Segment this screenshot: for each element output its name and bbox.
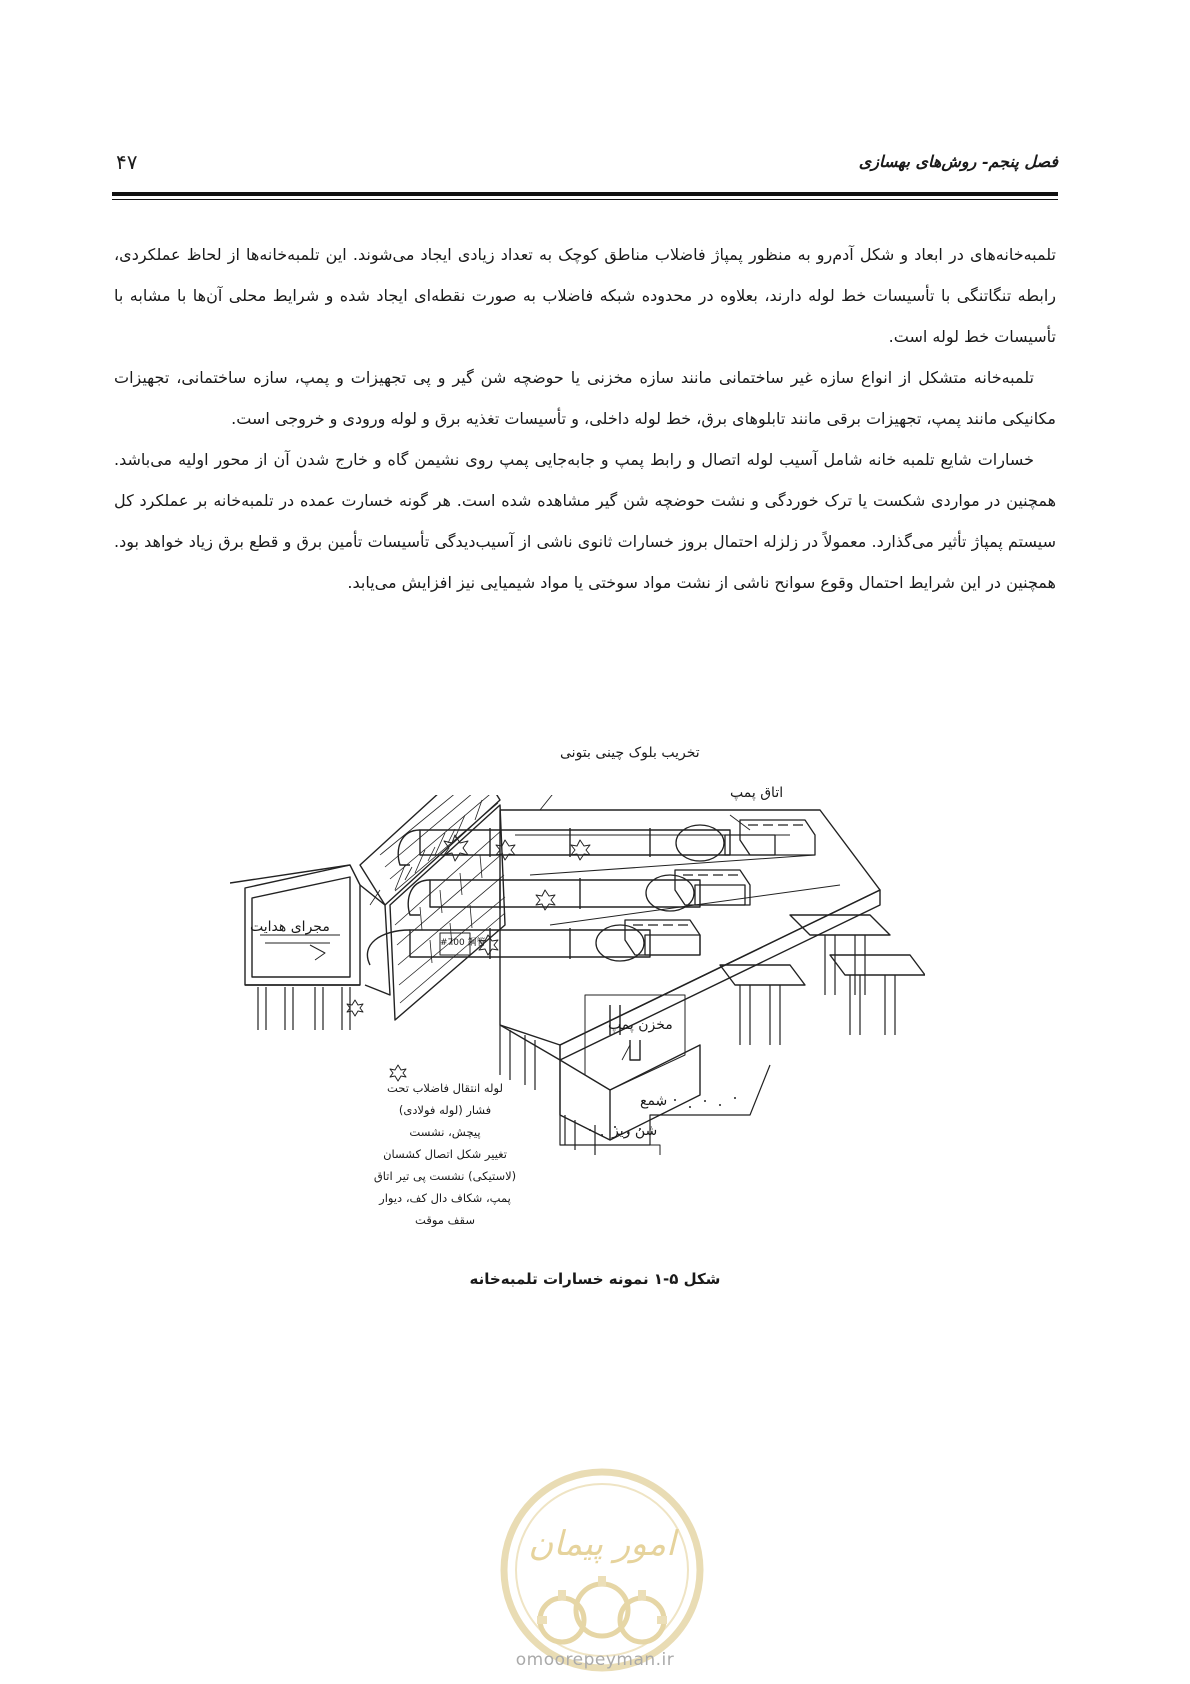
label-guide-channel: مجرای هدایت — [250, 919, 330, 935]
label-pipe-tag: #700 鋼管 — [440, 938, 486, 948]
label-pump-tank: مخزن پمپ — [608, 1017, 673, 1033]
gear-logo-icon — [492, 1460, 712, 1680]
body-text — [114, 234, 1056, 603]
watermark-logo — [492, 1460, 712, 1680]
chapter-title: فصل پنجم- روش‌های بهسازی — [858, 152, 1058, 171]
header-rule-thin — [112, 199, 1058, 200]
watermark-text: امور پیمان — [528, 1524, 676, 1564]
damage-description — [350, 1077, 540, 1231]
pump-station-figure — [230, 745, 925, 1265]
damage-line: پمپ، شکاف دال کف، دیوار — [379, 1191, 511, 1205]
paragraph: تلمبه‌خانه‌های در ابعاد و شکل آدم‌رو به منظور پمپاژ فاضلاب مناطق کوچک به تعداد زیادی ایجاد می‌شوند. این تلمبه‌خانه‌ها از لحاظ عملکردی، رابطه تنگاتنگی با تأسیسات خط لوله دارند، بعلاوه در محدوده شبکه فاضلاب به صورت نقطه‌ای ایجاد شده و شرایط محلی آن‌ها با مشابه با تأسیسات خط لوله است. — [114, 245, 1056, 346]
damage-line: تغییر شکل اتصال کشسان — [383, 1147, 507, 1161]
pump-station-drawing — [230, 795, 925, 1265]
damage-line: فشار (لوله فولادی) — [398, 1103, 492, 1117]
paragraph: تلمبه‌خانه متشکل از انواع سازه غیر ساختمانی مانند سازه مخزنی یا حوضچه شن گیر و پی تجهیزات و پمپ، سازه ساختمانی، تجهیزات مکانیکی مانند پمپ، تجهیزات برقی مانند تابلوهای برق، خط لوله داخلی، و تأسیسات تغذیه برق و لوله ورودی و خروجی است. — [114, 368, 1056, 428]
label-gravel: شن ریز — [612, 1123, 658, 1139]
page-header — [112, 138, 1058, 180]
figure-caption: شکل ۵-۱ نمونه خسارات تلمبه‌خانه — [469, 1270, 721, 1288]
damage-line: پیچش، نشست — [409, 1125, 481, 1139]
paragraph: خسارات شایع تلمبه خانه شامل آسیب لوله اتصال و رابط پمپ و جابه‌جایی پمپ روی نشیمن گاه و خارج شدن آن از محور اولیه می‌باشد. همچنین در مواردی شکست یا ترک خوردگی و نشت حوضچه شن گیر مشاهده شده است. هر گونه خسارت عمده در تلمبه‌خانه بر عملکرد کل سیستم پمپاژ تأثیر می‌گذارد. معمولاً در زلزله احتمال بروز خسارات ثانوی ناشی از آسیب‌دیدگی تأسیسات تأمین برق و قطع برق زیاد خواهد بود. همچنین در این شرایط احتمال وقوع سوانح ناشی از نشت مواد سوختی یا مواد شیمیایی نیز افزایش می‌یابد. — [114, 450, 1056, 592]
damage-line: سقف موقت — [415, 1213, 475, 1227]
label-pump-room: اتاق پمپ — [730, 785, 784, 801]
damage-line: (لاستیکی) نشست پی تیر اتاق — [373, 1169, 517, 1183]
watermark-url: omoorepeyman.ir — [515, 1650, 675, 1670]
label-block-damage: تخریب بلوک چینی بتونی — [560, 745, 700, 761]
page-number: ۴۷ — [116, 150, 138, 174]
damage-line: لوله انتقال فاضلاب تحت — [387, 1081, 503, 1095]
header-rule-thick — [112, 192, 1058, 196]
label-pile: شمع — [640, 1093, 668, 1109]
